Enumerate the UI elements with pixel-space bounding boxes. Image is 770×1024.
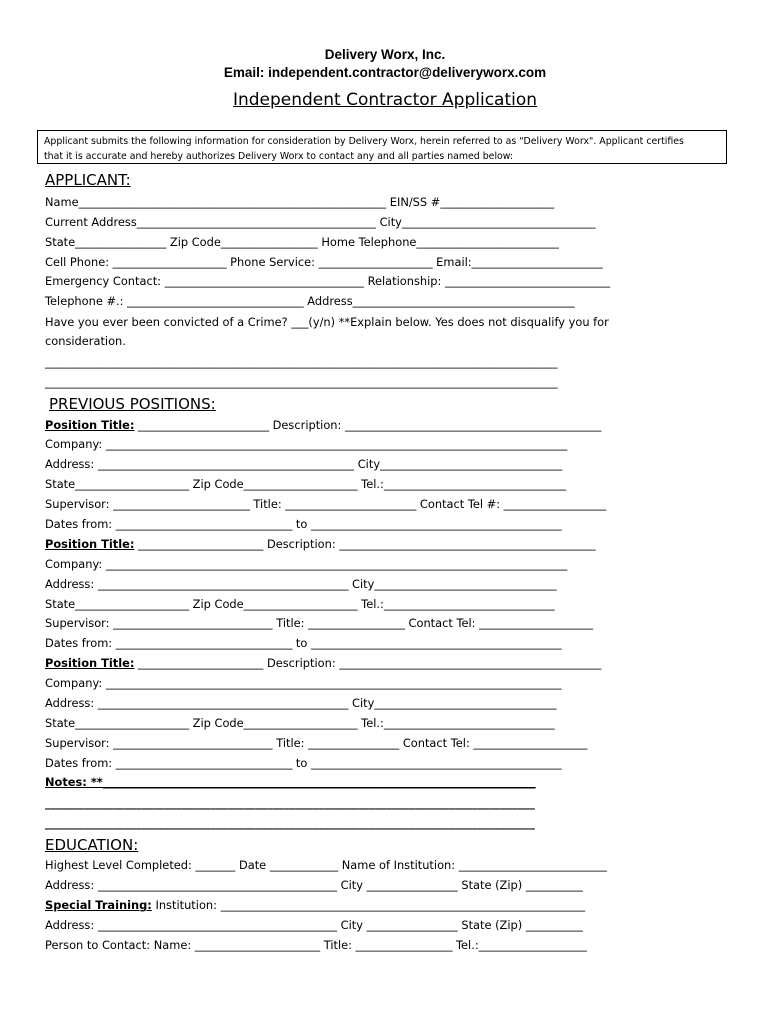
position-3-address-line[interactable]: Address: ____________________________________________ City________________________________ bbox=[45, 696, 557, 710]
applicant-explain-line-1[interactable]: __________________________________________________________________________________________ bbox=[45, 355, 558, 369]
position-3-title-rest: ______________________ Description: ______________________________________________ bbox=[134, 656, 602, 670]
applicant-cell-line[interactable]: Cell Phone: ____________________ Phone Service: ____________________ Email:_______________________ bbox=[45, 255, 603, 269]
positions-heading bbox=[49, 395, 216, 413]
position-2-supervisor-line[interactable]: Supervisor: ____________________________ Title: _________________ Contact Tel: ____________________ bbox=[45, 616, 594, 630]
position-3-company-line[interactable]: Company: ________________________________________________________________________________ bbox=[45, 676, 562, 690]
position-1-company-line[interactable]: Company: _________________________________________________________________________________ bbox=[45, 437, 568, 451]
notes-line-2[interactable]: ______________________________________________________________________________________ bbox=[45, 796, 535, 810]
notes-line-1[interactable]: Notes: **____________________________________________________________________________ bbox=[45, 775, 536, 789]
position-1-title-rest: _______________________ Description: _____________________________________________ bbox=[134, 418, 602, 432]
education-level-line[interactable]: Highest Level Completed: _______ Date ____________ Name of Institution: __________________________ bbox=[45, 858, 607, 872]
position-2-title-line[interactable] bbox=[45, 537, 596, 551]
position-2-address-line[interactable]: Address: ____________________________________________ City________________________________ bbox=[45, 577, 557, 591]
position-1-dates-line[interactable]: Dates from: _______________________________ to ____________________________________________ bbox=[45, 517, 562, 531]
positions-heading-text: PREVIOUS POSITIONS bbox=[49, 395, 211, 413]
position-1-address-line[interactable]: Address: _____________________________________________ City________________________________ bbox=[45, 457, 563, 471]
applicant-address-line[interactable]: Current Address__________________________________________ City__________________________________ bbox=[45, 215, 596, 229]
position-title-label: Position Title: bbox=[45, 656, 135, 670]
position-1-title-line[interactable] bbox=[45, 418, 601, 432]
education-heading: EDUCATION: bbox=[45, 836, 139, 854]
positions-heading-colon: : bbox=[210, 395, 216, 413]
intro-line-2: that it is accurate and hereby authorizes Delivery Worx to contact any and all parties named below: bbox=[44, 151, 514, 162]
position-2-dates-line[interactable]: Dates from: _______________________________ to ____________________________________________ bbox=[45, 636, 562, 650]
applicant-heading: APPLICANT: bbox=[45, 171, 131, 189]
applicant-name-line[interactable]: Name______________________________________________________ EIN/SS #____________________ bbox=[45, 195, 555, 209]
applicant-emergency-line[interactable]: Emergency Contact: ___________________________________ Relationship: _____________________________ bbox=[45, 274, 611, 288]
position-2-title-rest: ______________________ Description: _____________________________________________ bbox=[134, 537, 596, 551]
position-1-supervisor-line[interactable]: Supervisor: ________________________ Title: _______________________ Contact Tel #: __________________ bbox=[45, 497, 607, 511]
page-title: Independent Contractor Application bbox=[232, 90, 538, 110]
position-2-company-line[interactable]: Company: _________________________________________________________________________________ bbox=[45, 557, 568, 571]
special-training-label: Special Training: bbox=[45, 898, 152, 912]
position-3-state-line[interactable]: State____________________ Zip Code____________________ Tel.:______________________________ bbox=[45, 716, 555, 730]
intro-box bbox=[37, 130, 727, 164]
applicant-telephone-line[interactable]: Telephone #.: _______________________________ Address_______________________________________ bbox=[45, 294, 575, 308]
person-to-contact-line[interactable]: Person to Contact: Name: ______________________ Title: _________________ Tel.:___________________ bbox=[45, 938, 587, 952]
position-1-state-line[interactable]: State____________________ Zip Code____________________ Tel.:________________________________ bbox=[45, 477, 567, 491]
applicant-explain-line-2[interactable]: __________________________________________________________________________________________ bbox=[45, 375, 558, 389]
position-3-supervisor-line[interactable]: Supervisor: ____________________________ Title: ________________ Contact Tel: ____________________ bbox=[45, 736, 588, 750]
notes-line-3[interactable]: ______________________________________________________________________________________ bbox=[45, 816, 535, 830]
position-2-state-line[interactable]: State____________________ Zip Code____________________ Tel.:______________________________ bbox=[45, 597, 555, 611]
position-title-label: Position Title: bbox=[45, 537, 135, 551]
intro-line-1: Applicant submits the following information for consideration by Delivery Worx, herein referred to as "Delivery Worx". Applicant certifies bbox=[44, 136, 684, 147]
education-address-line[interactable]: Address: __________________________________________ City ________________ State (Zip) __________ bbox=[45, 878, 583, 892]
special-training-rest: Institution: ________________________________________________________________ bbox=[151, 898, 586, 912]
position-3-dates-line[interactable]: Dates from: _______________________________ to ____________________________________________ bbox=[45, 756, 562, 770]
applicant-state-line[interactable]: State________________ Zip Code_________________ Home Telephone_________________________ bbox=[45, 235, 559, 249]
special-training-address-line[interactable]: Address: __________________________________________ City ________________ State (Zip) __________ bbox=[45, 918, 583, 932]
company-name: Delivery Worx, Inc. bbox=[324, 47, 446, 62]
position-3-title-line[interactable] bbox=[45, 656, 601, 670]
position-title-label: Position Title: bbox=[45, 418, 135, 432]
applicant-crime-question-cont: consideration. bbox=[45, 334, 126, 348]
company-email: Email: independent.contractor@deliveryworx.com bbox=[223, 65, 547, 80]
applicant-crime-question: Have you ever been convicted of a Crime? ___(y/n) **Explain below. Yes does not disqualify you for bbox=[45, 315, 609, 329]
special-training-line[interactable] bbox=[45, 898, 585, 912]
